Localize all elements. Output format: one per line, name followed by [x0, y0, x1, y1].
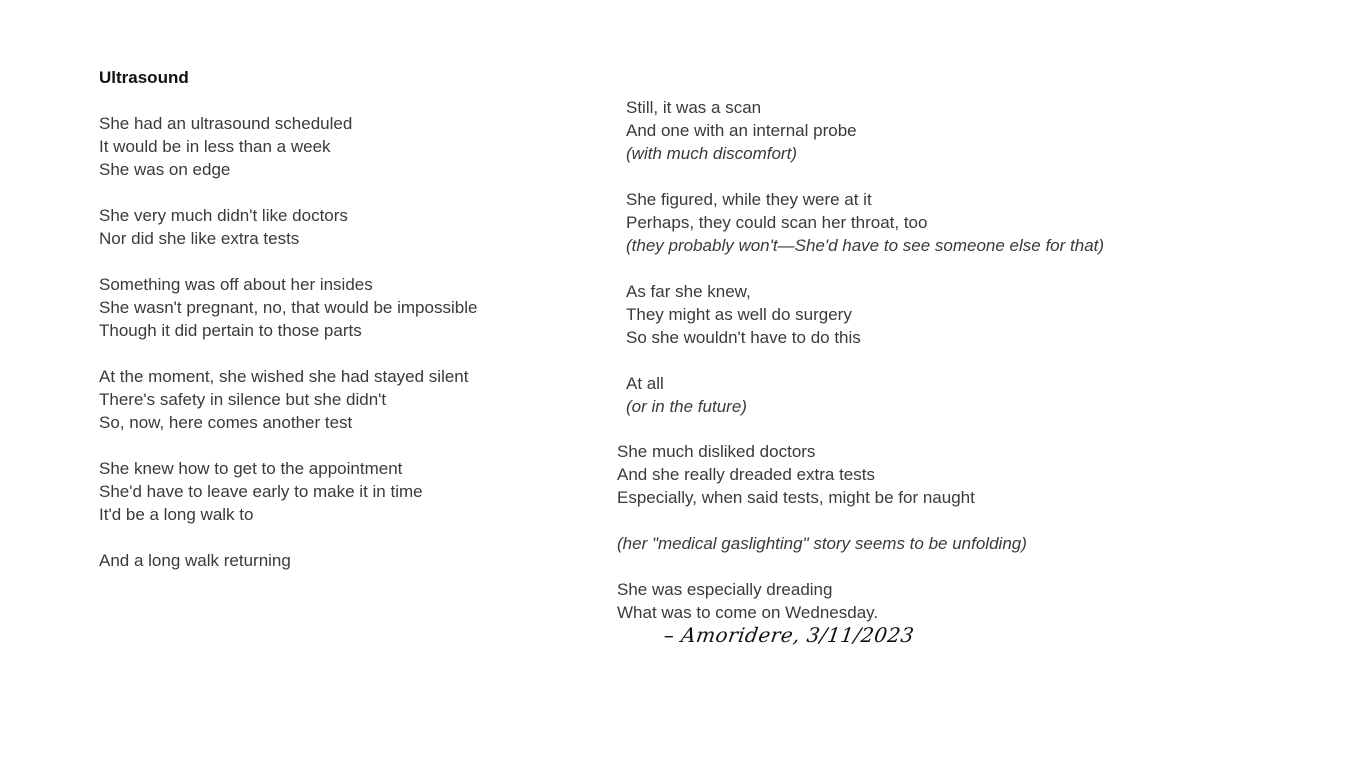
poem-line: It would be in less than a week	[99, 137, 331, 156]
poem-line: What was to come on Wednesday.	[617, 603, 879, 622]
poem-line: Especially, when said tests, might be for naught	[617, 488, 975, 507]
poem-line: She much disliked doctors	[617, 442, 816, 461]
poem-line: She was on edge	[99, 160, 231, 179]
poem-line: Though it did pertain to those parts	[99, 321, 362, 340]
poem-title: Ultrasound	[99, 68, 189, 87]
poem-line: At all	[626, 374, 664, 393]
poem-line: She had an ultrasound scheduled	[99, 114, 353, 133]
poem-line: She knew how to get to the appointment	[99, 459, 403, 478]
poem-line: Perhaps, they could scan her throat, too	[626, 213, 928, 232]
poem-line: So she wouldn't have to do this	[626, 328, 861, 347]
poem-line: At the moment, she wished she had stayed silent	[99, 367, 469, 386]
poem-aside: (her "medical gaslighting" story seems to be unfolding)	[617, 534, 1027, 553]
poem-aside: (or in the future)	[626, 397, 747, 416]
poem-line: They might as well do surgery	[626, 305, 852, 324]
poem-line: There's safety in silence but she didn't	[99, 390, 387, 409]
poem-line: And she really dreaded extra tests	[617, 465, 875, 484]
poem-line: It'd be a long walk to	[99, 505, 254, 524]
poem-line: Nor did she like extra tests	[99, 229, 300, 248]
poem-line: She wasn't pregnant, no, that would be impossible	[99, 298, 478, 317]
author-signature: – Amoridere, 3/11/2023	[662, 623, 916, 647]
poem-line: She was especially dreading	[617, 580, 833, 599]
poem-line: She figured, while they were at it	[626, 190, 872, 209]
poem-line: Something was off about her insides	[99, 275, 373, 294]
poem-line: And a long walk returning	[99, 551, 291, 570]
poem-line: Still, it was a scan	[626, 98, 762, 117]
poem-aside: (with much discomfort)	[626, 144, 797, 163]
poem-line: She'd have to leave early to make it in time	[99, 482, 423, 501]
poem-line: So, now, here comes another test	[99, 413, 353, 432]
poem-line: She very much didn't like doctors	[99, 206, 348, 225]
poem-line: As far she knew,	[626, 282, 751, 301]
poem-aside: (they probably won't—She'd have to see someone else for that)	[626, 236, 1105, 255]
poem-line: And one with an internal probe	[626, 121, 857, 140]
